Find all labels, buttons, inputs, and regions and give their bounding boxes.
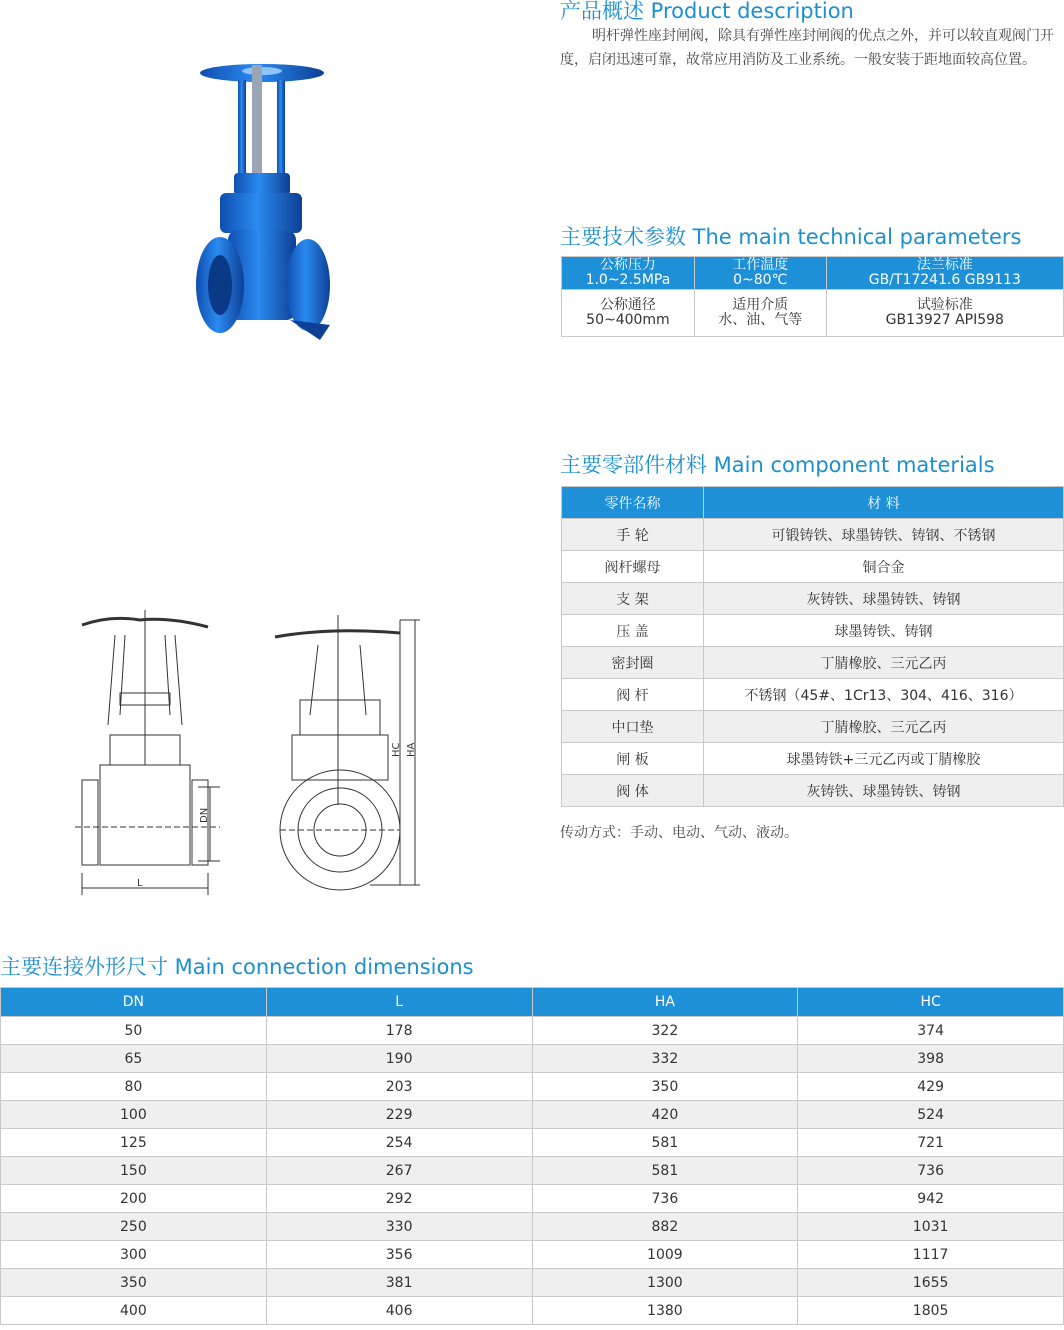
table-row [1, 1297, 1064, 1325]
tech-cell-diameter: 公称通径 50~400mm [562, 290, 695, 337]
ha-cell: 736 [532, 1185, 798, 1213]
l-cell: 267 [266, 1157, 532, 1185]
ha-cell: 882 [532, 1213, 798, 1241]
materials-header-part: 零件名称 [562, 487, 704, 519]
table-row [562, 519, 1064, 551]
table-row [562, 583, 1064, 615]
l-cell: 229 [266, 1101, 532, 1129]
hc-cell: 374 [798, 1017, 1064, 1045]
table-row [1, 1185, 1064, 1213]
ha-cell: 1009 [532, 1241, 798, 1269]
dn-cell: 250 [1, 1213, 267, 1241]
dimensions-table [0, 987, 1064, 1325]
part-name: 阀 杆 [562, 679, 704, 711]
table-row [1, 1157, 1064, 1185]
tech-cell-pressure: 公称压力 1.0~2.5MPa [562, 257, 695, 290]
hc-cell: 1117 [798, 1241, 1064, 1269]
label-hc: HC [391, 742, 402, 757]
part-name: 手 轮 [562, 519, 704, 551]
valve-photo [180, 55, 360, 355]
dn-cell: 50 [1, 1017, 267, 1045]
tech-cell-temperature: 工作温度 0~80℃ [694, 257, 826, 290]
table-row [1, 1129, 1064, 1157]
label-ha: HA [406, 742, 417, 757]
table-row [562, 775, 1064, 807]
table-row [562, 615, 1064, 647]
table-row [562, 711, 1064, 743]
tech-cell-flange: 法兰标准 GB/T17241.6 GB9113 [826, 257, 1063, 290]
part-name: 支 架 [562, 583, 704, 615]
dn-cell: 350 [1, 1269, 267, 1297]
part-name: 密封圈 [562, 647, 704, 679]
dn-cell: 100 [1, 1101, 267, 1129]
hc-cell: 736 [798, 1157, 1064, 1185]
ha-cell: 350 [532, 1073, 798, 1101]
hc-cell: 429 [798, 1073, 1064, 1101]
material: 球墨铸铁+三元乙丙或丁腈橡胶 [704, 743, 1064, 775]
part-name: 阀杆螺母 [562, 551, 704, 583]
l-cell: 203 [266, 1073, 532, 1101]
table-row [1, 1269, 1064, 1297]
technical-title: 主要技术参数 The main technical parameters [560, 225, 1022, 249]
table-row [1, 1045, 1064, 1073]
product-title: 产品概述 Product description [560, 0, 854, 23]
table-row [1, 1241, 1064, 1269]
tech-cell-medium: 适用介质 水、油、气等 [694, 290, 826, 337]
dn-cell: 125 [1, 1129, 267, 1157]
dn-cell: 65 [1, 1045, 267, 1073]
material: 不锈钢（45#、1Cr13、304、416、316） [704, 679, 1064, 711]
material: 灰铸铁、球墨铸铁、铸钢 [704, 775, 1064, 807]
technical-table [561, 256, 1064, 337]
l-cell: 406 [266, 1297, 532, 1325]
front-view [75, 610, 220, 895]
part-name: 阀 体 [562, 775, 704, 807]
hc-cell: 942 [798, 1185, 1064, 1213]
material: 丁腈橡胶、三元乙丙 [704, 647, 1064, 679]
material: 可锻铸铁、球墨铸铁、铸钢、不锈钢 [704, 519, 1064, 551]
table-row [562, 743, 1064, 775]
hc-cell: 721 [798, 1129, 1064, 1157]
l-cell: 356 [266, 1241, 532, 1269]
table-row [1, 1213, 1064, 1241]
valve-drawing [70, 605, 430, 905]
table-row [562, 679, 1064, 711]
hc-cell: 1805 [798, 1297, 1064, 1325]
ha-cell: 332 [532, 1045, 798, 1073]
table-row [562, 647, 1064, 679]
ha-cell: 581 [532, 1129, 798, 1157]
tech-cell-test: 试验标准 GB13927 API598 [826, 290, 1063, 337]
dn-cell: 400 [1, 1297, 267, 1325]
dn-cell: 80 [1, 1073, 267, 1101]
ha-cell: 322 [532, 1017, 798, 1045]
l-cell: 292 [266, 1185, 532, 1213]
table-row [1, 1073, 1064, 1101]
ha-cell: 1380 [532, 1297, 798, 1325]
table-row [1, 1101, 1064, 1129]
table-row [562, 551, 1064, 583]
hc-cell: 524 [798, 1101, 1064, 1129]
dim-header-hc: HC [798, 988, 1064, 1017]
drive-note: 传动方式：手动、电动、气动、液动。 [560, 825, 798, 841]
dimensions-title: 主要连接外形尺寸 Main connection dimensions [0, 955, 474, 979]
part-name: 中口垫 [562, 711, 704, 743]
dim-header-l: L [266, 988, 532, 1017]
label-l: L [137, 878, 143, 889]
materials-title: 主要零部件材料 Main component materials [560, 453, 995, 477]
ha-cell: 1300 [532, 1269, 798, 1297]
ha-cell: 420 [532, 1101, 798, 1129]
label-dn: DN [199, 807, 210, 823]
hc-cell: 1655 [798, 1269, 1064, 1297]
dn-cell: 150 [1, 1157, 267, 1185]
product-description: 明杆弹性座封闸阀，除具有弹性座封闸阀的优点之外，并可以较直观阀门开度，启闭迅速可靠，故常应用消防及工业系统。一般安装于距地面较高位置。 [560, 28, 1054, 68]
hc-cell: 1031 [798, 1213, 1064, 1241]
l-cell: 381 [266, 1269, 532, 1297]
ha-cell: 581 [532, 1157, 798, 1185]
dim-header-dn: DN [1, 988, 267, 1017]
table-row [1, 1017, 1064, 1045]
material: 球墨铸铁、铸钢 [704, 615, 1064, 647]
material: 灰铸铁、球墨铸铁、铸钢 [704, 583, 1064, 615]
hc-cell: 398 [798, 1045, 1064, 1073]
dn-cell: 300 [1, 1241, 267, 1269]
part-name: 压 盖 [562, 615, 704, 647]
dn-cell: 200 [1, 1185, 267, 1213]
l-cell: 330 [266, 1213, 532, 1241]
l-cell: 254 [266, 1129, 532, 1157]
material: 丁腈橡胶、三元乙丙 [704, 711, 1064, 743]
part-name: 闸 板 [562, 743, 704, 775]
dim-header-ha: HA [532, 988, 798, 1017]
l-cell: 190 [266, 1045, 532, 1073]
material: 铜合金 [704, 551, 1064, 583]
l-cell: 178 [266, 1017, 532, 1045]
materials-header-material: 材 料 [704, 487, 1064, 519]
materials-table [561, 486, 1064, 807]
